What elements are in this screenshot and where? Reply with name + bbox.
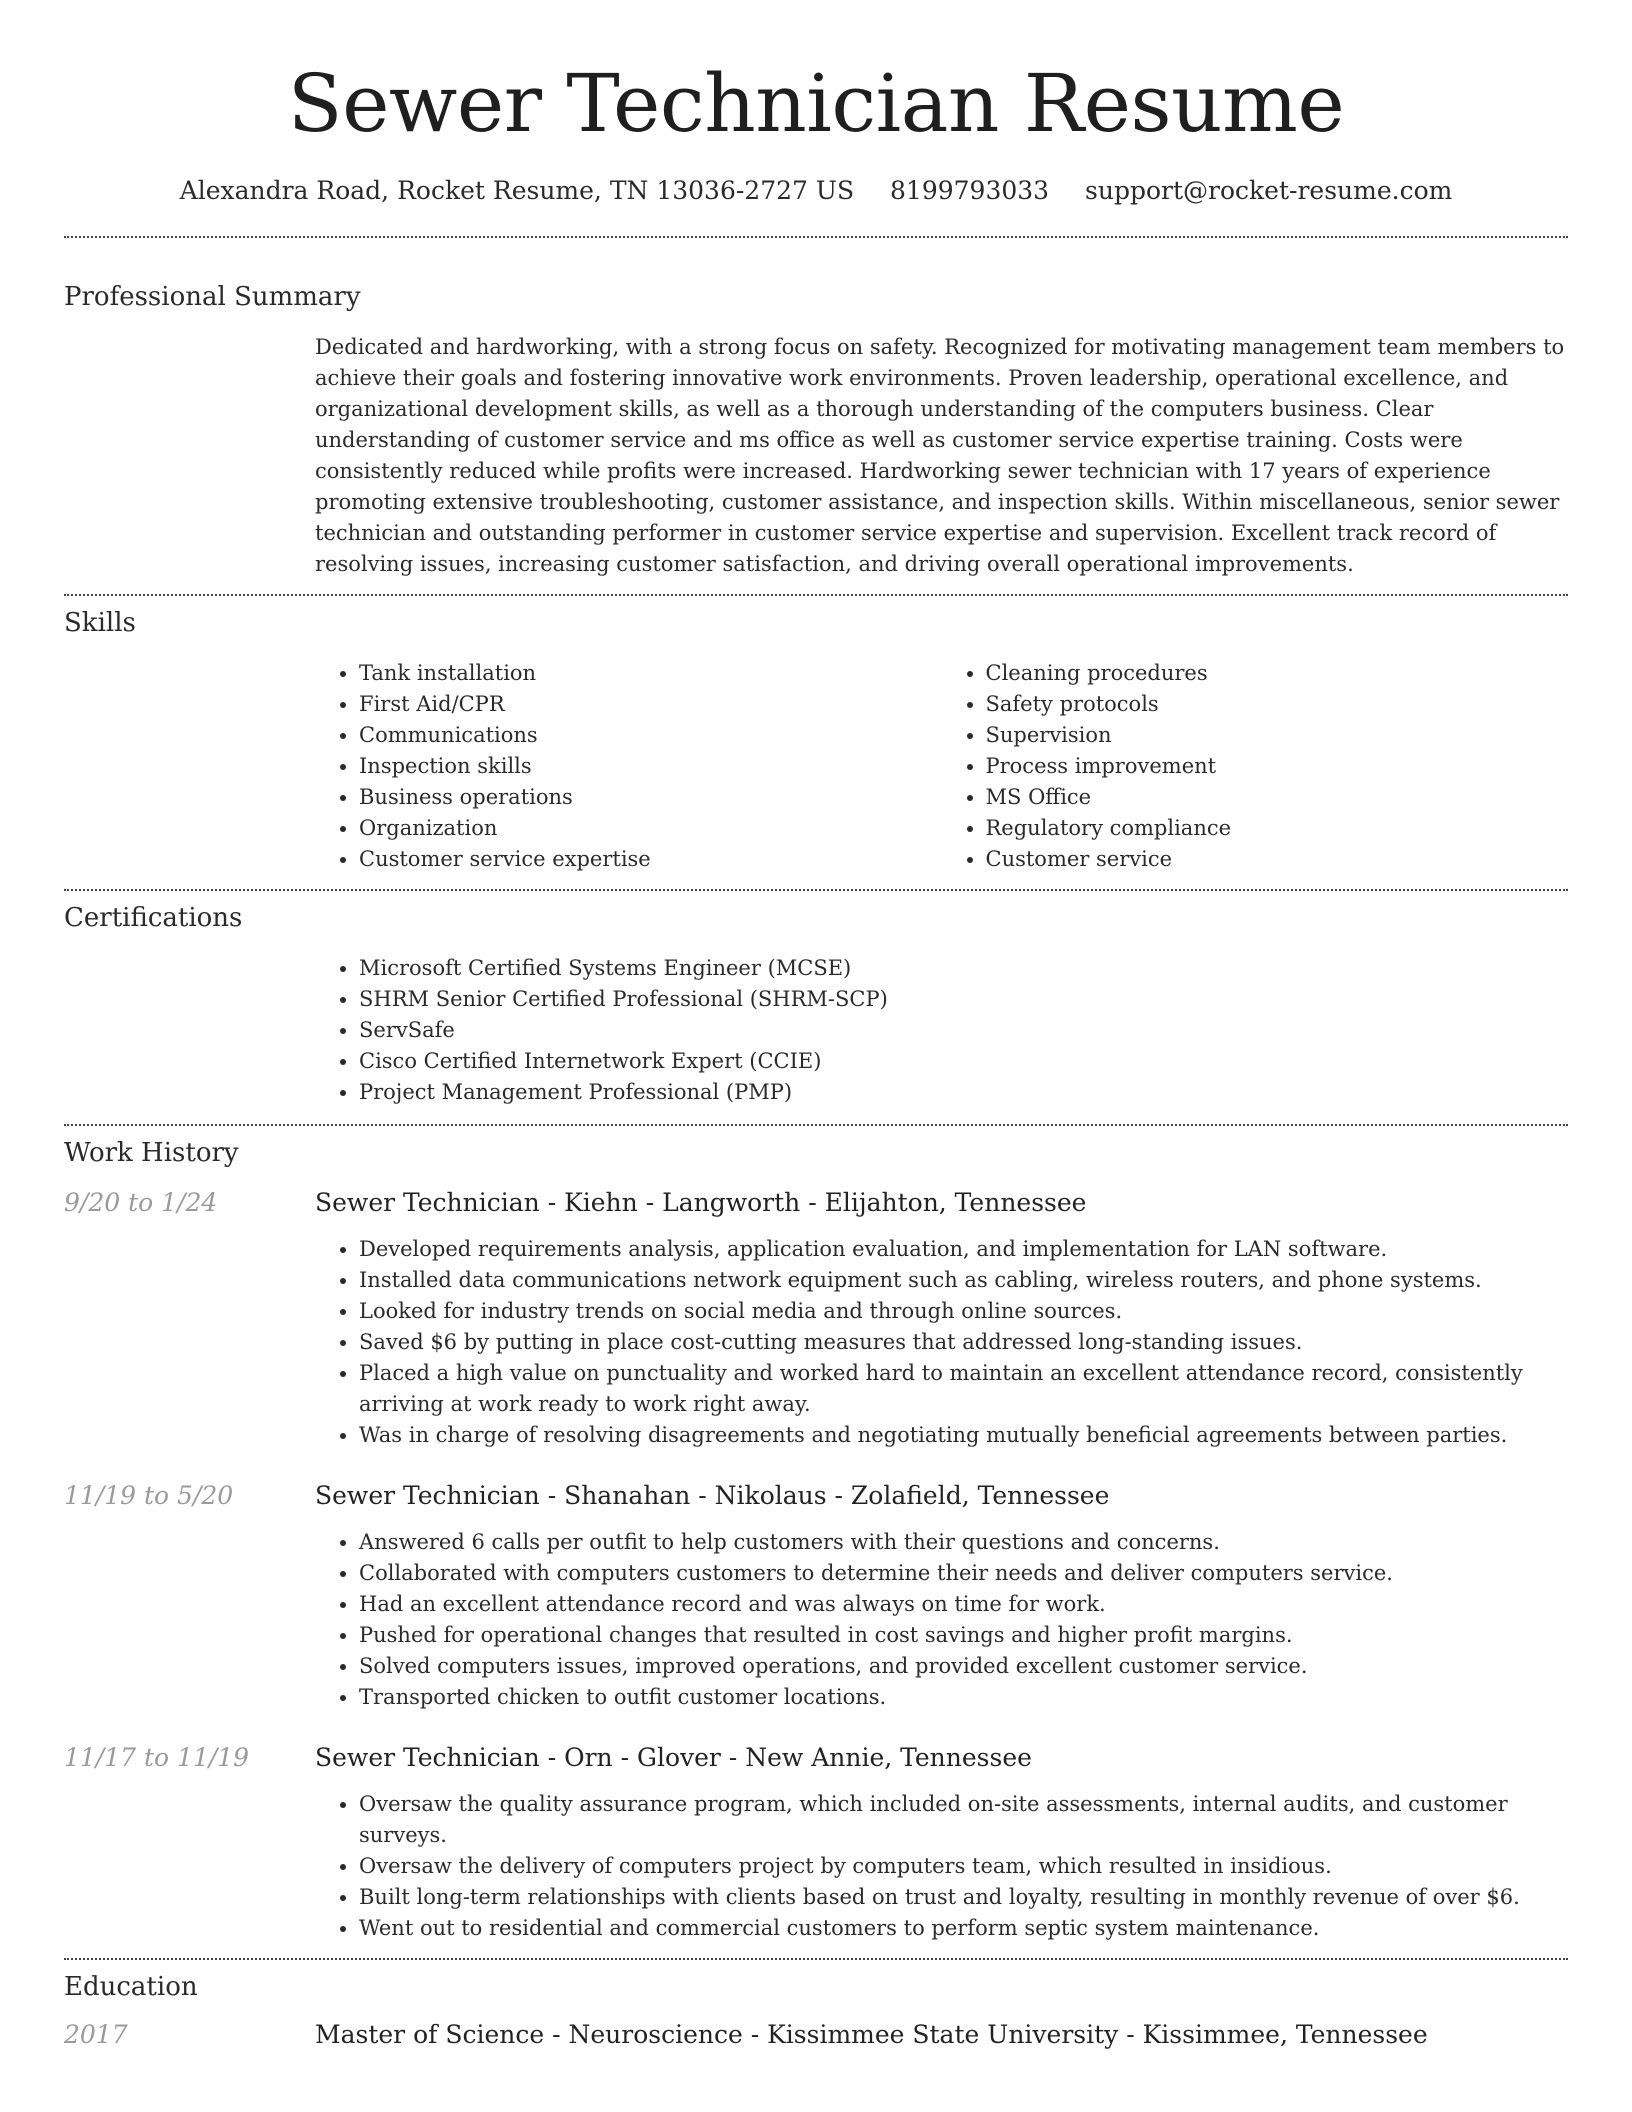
job-duty: • Had an excellent attendance record and was always on time for work.: [359, 1589, 1568, 1620]
skill-item: • Customer service expertise: [359, 844, 942, 875]
job-entry: [64, 1479, 1568, 1713]
job-duty: • Oversaw the delivery of computers project by computers team, which resulted in insidious.: [359, 1851, 1568, 1882]
section-heading: Work History: [64, 1138, 239, 1168]
skill-item: • Process improvement: [986, 751, 1569, 782]
job-title: Sewer Technician - Kiehn - Langworth - Elijahton, Tennessee: [315, 1188, 1087, 1217]
skill-item: • First Aid/CPR: [359, 689, 942, 720]
job-duties: [315, 1527, 1568, 1713]
skill-item: • Safety protocols: [986, 689, 1569, 720]
education-section: [64, 1960, 1568, 2052]
job-title: Sewer Technician - Orn - Glover - New Annie, Tennessee: [315, 1743, 1032, 1772]
resume-title: Sewer Technician Resume: [287, 57, 1345, 150]
skill-item: • Tank installation: [359, 658, 942, 689]
skill-item: • Cleaning procedures: [986, 658, 1569, 689]
section-heading: Education: [64, 1972, 198, 2002]
job-duty: • Pushed for operational changes that resulted in cost savings and higher profit margins.: [359, 1620, 1568, 1651]
job-duties: [315, 1789, 1568, 1944]
certification-item: • Cisco Certified Internetwork Expert (CCIE): [359, 1046, 1568, 1077]
job-duty: • Oversaw the quality assurance program, which included on-site assessments, internal audits, and customer surveys.: [359, 1789, 1568, 1851]
certification-item: • ServSafe: [359, 1015, 1568, 1046]
job-duty-list: [315, 1789, 1568, 1944]
education-title: Master of Science - Neuroscience - Kissimmee State University - Kissimmee, Tennessee: [315, 2020, 1428, 2049]
job-duty: • Answered 6 calls per outfit to help customers with their questions and concerns.: [359, 1527, 1568, 1558]
skill-item: • Communications: [359, 720, 942, 751]
job-duty: • Saved $6 by putting in place cost-cutting measures that addressed long-standing issues.: [359, 1327, 1568, 1358]
job-duty: • Placed a high value on punctuality and worked hard to maintain an excellent attendance record, consistently arriving at work ready to work right away.: [359, 1358, 1568, 1420]
job-duties: [315, 1234, 1568, 1451]
job-date: 11/19 to 5/20: [64, 1481, 234, 1510]
job-date: 9/20 to 1/24: [64, 1188, 218, 1217]
certifications-list: [315, 953, 1568, 1108]
skill-item: • Inspection skills: [359, 751, 942, 782]
job-duty-list: [315, 1234, 1568, 1451]
job-duty: • Collaborated with computers customers to determine their needs and deliver computers service.: [359, 1558, 1568, 1589]
education-entry: [64, 2018, 1568, 2052]
job-duty: • Went out to residential and commercial customers to perform septic system maintenance.: [359, 1913, 1568, 1944]
section-heading: Certifications: [64, 903, 243, 933]
job-date: 11/17 to 11/19: [64, 1743, 250, 1772]
contact-email: support@rocket-resume.com: [1085, 176, 1453, 205]
skills-section: [64, 596, 1568, 889]
skill-item: • Business operations: [359, 782, 942, 813]
job-entry: [64, 1186, 1568, 1451]
contact-line: [64, 174, 1568, 208]
contact-phone: 8199793033: [890, 176, 1050, 205]
section-heading: Professional Summary: [64, 282, 361, 312]
job-title: Sewer Technician - Shanahan - Nikolaus - Zolafield, Tennessee: [315, 1481, 1110, 1510]
work-history-section: [64, 1126, 1568, 1958]
skills-left-list: [315, 658, 942, 875]
certification-item: • Project Management Professional (PMP): [359, 1077, 1568, 1108]
professional-summary-section: [64, 238, 1568, 594]
summary-body: [315, 332, 1568, 594]
summary-text: Dedicated and hardworking, with a strong focus on safety. Recognized for motivating management team members to achieve their goals and fostering innovative work environments. Proven leadership, operational excellence, and organizational development skills, as well as a thorough understanding of the computers business. Clear understanding of customer service and ms office as well as customer service expertise training. Costs were consistently reduced while profits were increased. Hardworking sewer technician with 17 years of experience promoting extensive troubleshooting, customer assistance, and inspection skills. Within miscellaneous, senior sewer technician and outstanding performer in customer service expertise and supervision. Excellent track record of resolving issues, increasing customer satisfaction, and driving overall operational improvements.: [315, 335, 1565, 576]
job-duty: • Developed requirements analysis, application evaluation, and implementation for LAN software.: [359, 1234, 1568, 1265]
job-duty: • Looked for industry trends on social media and through online sources.: [359, 1296, 1568, 1327]
skills-right-list: [942, 658, 1569, 875]
certification-item: • Microsoft Certified Systems Engineer (MCSE): [359, 953, 1568, 984]
section-heading: Skills: [64, 608, 136, 638]
skill-item: • Regulatory compliance: [986, 813, 1569, 844]
job-duty: • Was in charge of resolving disagreements and negotiating mutually beneficial agreements between parties.: [359, 1420, 1568, 1451]
skill-item: • Customer service: [986, 844, 1569, 875]
certification-item: • SHRM Senior Certified Professional (SHRM-SCP): [359, 984, 1568, 1015]
job-duty: • Transported chicken to outfit customer locations.: [359, 1682, 1568, 1713]
skill-item: • Organization: [359, 813, 942, 844]
education-date: 2017: [64, 2020, 128, 2049]
job-entry: [64, 1741, 1568, 1944]
contact-address: Alexandra Road, Rocket Resume, TN 13036-2727 US: [179, 176, 855, 205]
job-duty-list: [315, 1527, 1568, 1713]
skill-item: • Supervision: [986, 720, 1569, 751]
job-duty: • Solved computers issues, improved operations, and provided excellent customer service.: [359, 1651, 1568, 1682]
job-duty: • Installed data communications network equipment such as cabling, wireless routers, and phone systems.: [359, 1265, 1568, 1296]
certifications-section: [64, 891, 1568, 1124]
skill-item: • MS Office: [986, 782, 1569, 813]
skills-grid: [315, 658, 1568, 889]
job-duty: • Built long-term relationships with clients based on trust and loyalty, resulting in monthly revenue of over $6.: [359, 1882, 1568, 1913]
certifications-body: [315, 953, 1568, 1124]
